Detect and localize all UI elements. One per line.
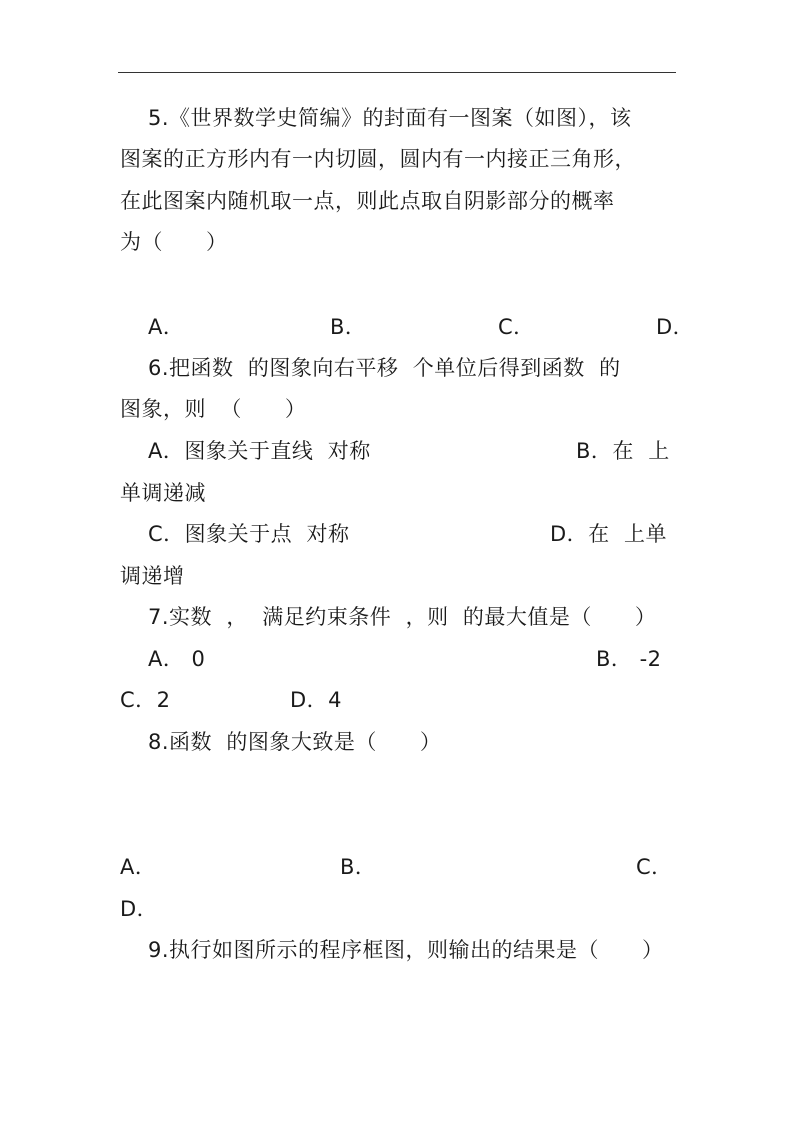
- q8-option-c: C．: [636, 855, 673, 879]
- q5-text-line3: 在此图案内随机取一点，则此点取自阴影部分的概率: [120, 189, 615, 213]
- q6-option-a: A．图象关于直线 对称: [148, 439, 371, 463]
- q7-option-d: D．4: [290, 688, 343, 712]
- q6-option-c: C．图象关于点 对称: [148, 522, 350, 546]
- q5-option-d: D．: [656, 315, 695, 339]
- q7-text-line1: 7.实数 ， 满足约束条件 ，则 的最大值是（ ）: [148, 605, 657, 629]
- q6-text-line2: 图象，则 （ ）: [120, 397, 307, 421]
- q7-option-b: B． -2: [596, 647, 662, 671]
- q6-text-line1: 6.把函数 的图象向右平移 个单位后得到函数 的: [148, 356, 621, 380]
- q7-option-a: A． 0: [148, 647, 206, 671]
- q6-option-b: B．在 上: [576, 439, 670, 463]
- q5-option-b: B．: [330, 315, 367, 339]
- q6-option-d: D．在 上单: [550, 522, 668, 546]
- q5-option-a: A．: [148, 315, 185, 339]
- q5-text-line1: 5.《世界数学史简编》的封面有一图案（如图），该: [148, 106, 632, 130]
- q5-option-c: C．: [498, 315, 535, 339]
- q6-option-d-continued: 调递增: [120, 564, 185, 588]
- q5-text-line4: 为（ ）: [120, 230, 228, 254]
- header-rule: [118, 72, 676, 73]
- q8-option-a: A．: [120, 855, 157, 879]
- q7-option-c: C．2: [120, 688, 171, 712]
- q8-text-line1: 8.函数 的图象大致是（ ）: [148, 730, 442, 754]
- q9-text-line1: 9.执行如图所示的程序框图，则输出的结果是（ ）: [148, 938, 664, 962]
- q8-option-d: D．: [120, 897, 159, 921]
- q6-option-b-continued: 单调递减: [120, 481, 206, 505]
- q8-option-b: B．: [340, 855, 377, 879]
- q5-text-line2: 图案的正方形内有一内切圆，圆内有一内接正三角形，: [120, 147, 636, 171]
